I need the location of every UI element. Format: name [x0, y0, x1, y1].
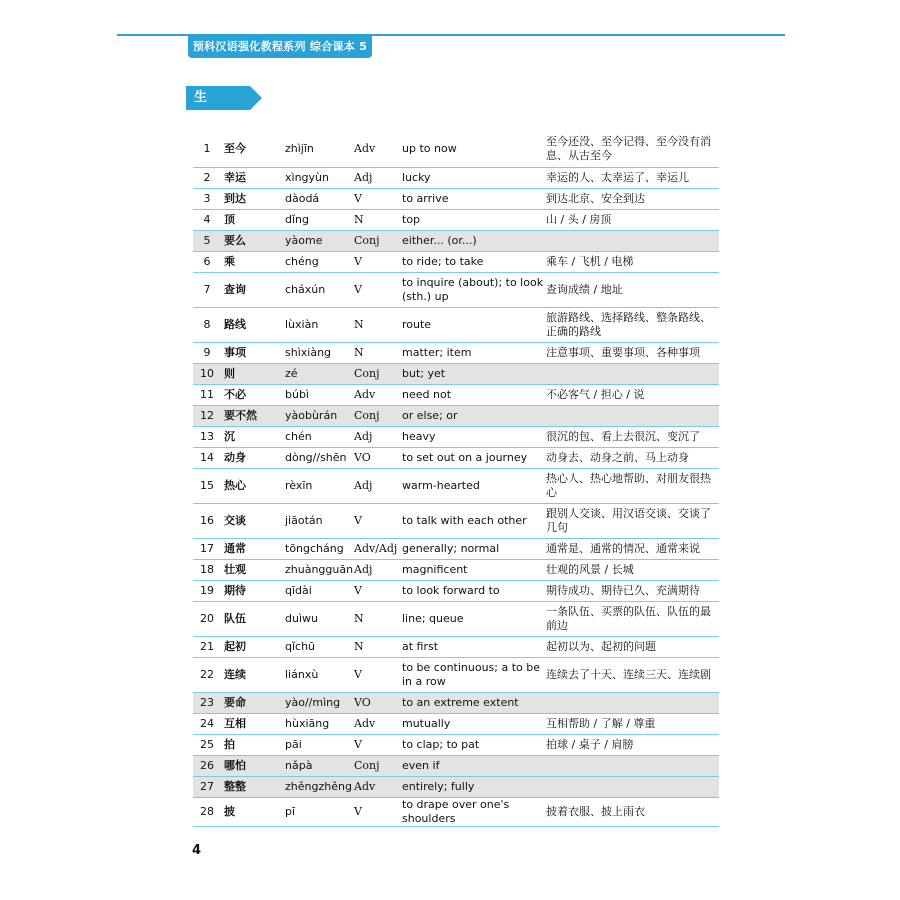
page-number: 4: [192, 843, 202, 858]
vocab-row: [193, 692, 719, 713]
vocab-row: [193, 230, 719, 251]
vocab-row: [193, 363, 719, 384]
vocab-number: 21: [193, 636, 221, 657]
vocab-examples: 注意事项、重要事项、各种事项: [546, 342, 719, 363]
vocab-english: up to now: [402, 132, 546, 167]
vocab-row: [193, 447, 719, 468]
vocab-word: 要命: [221, 692, 285, 713]
vocab-english: warm-hearted: [402, 468, 546, 503]
vocab-pinyin: zhěngzhěng: [285, 776, 354, 797]
vocab-pinyin: liánxù: [285, 657, 354, 692]
vocab-pinyin: hùxiāng: [285, 713, 354, 734]
vocab-word: 查询: [221, 272, 285, 307]
vocab-number: 11: [193, 384, 221, 405]
vocab-row: [193, 209, 719, 230]
vocab-examples: 至今还没、至今记得、至今没有消息、从古至今: [546, 132, 719, 167]
vocab-pinyin: duìwu: [285, 601, 354, 636]
vocab-number: 5: [193, 230, 221, 251]
vocab-english: but; yet: [402, 363, 546, 384]
vocab-number: 25: [193, 734, 221, 755]
vocab-pinyin: zé: [285, 363, 354, 384]
vocab-word: 期待: [221, 580, 285, 601]
vocab-row: [193, 755, 719, 776]
vocab-part-of-speech: Adj: [354, 468, 402, 503]
vocab-part-of-speech: VO: [354, 447, 402, 468]
vocab-english: to inquire (about); to look (sth.) up: [402, 272, 546, 307]
vocab-part-of-speech: V: [354, 272, 402, 307]
vocab-examples: 乘车 / 飞机 / 电梯: [546, 251, 719, 272]
vocab-part-of-speech: V: [354, 503, 402, 538]
vocab-number: 16: [193, 503, 221, 538]
vocab-word: 热心: [221, 468, 285, 503]
vocab-pinyin: yào//mìng: [285, 692, 354, 713]
vocab-pinyin: zhìjīn: [285, 132, 354, 167]
vocab-english: or else; or: [402, 405, 546, 426]
vocab-pinyin: dòng//shēn: [285, 447, 354, 468]
vocab-part-of-speech: VO: [354, 692, 402, 713]
vocabulary-table: [193, 132, 719, 827]
vocab-word: 要不然: [221, 405, 285, 426]
vocab-part-of-speech: Adv: [354, 713, 402, 734]
vocab-row: [193, 167, 719, 188]
vocab-pinyin: chén: [285, 426, 354, 447]
vocab-english: to be continuous; a to be in a row: [402, 657, 546, 692]
vocab-row: [193, 601, 719, 636]
vocab-pinyin: búbì: [285, 384, 354, 405]
vocab-word: 顶: [221, 209, 285, 230]
vocab-english: mutually: [402, 713, 546, 734]
vocab-word: 路线: [221, 307, 285, 342]
vocab-row: [193, 251, 719, 272]
vocab-english: line; queue: [402, 601, 546, 636]
vocab-pinyin: jiāotán: [285, 503, 354, 538]
vocab-number: 10: [193, 363, 221, 384]
vocab-part-of-speech: Adj: [354, 559, 402, 580]
vocab-row: [193, 538, 719, 559]
vocab-part-of-speech: V: [354, 734, 402, 755]
vocab-english: need not: [402, 384, 546, 405]
vocab-part-of-speech: N: [354, 307, 402, 342]
vocab-examples: [546, 776, 719, 797]
vocab-row: [193, 188, 719, 209]
vocab-word: 起初: [221, 636, 285, 657]
vocab-english: entirely; fully: [402, 776, 546, 797]
vocab-number: 23: [193, 692, 221, 713]
vocab-english: to an extreme extent: [402, 692, 546, 713]
vocab-word: 交谈: [221, 503, 285, 538]
vocab-part-of-speech: V: [354, 580, 402, 601]
vocab-number: 9: [193, 342, 221, 363]
vocab-examples: 互相帮助 / 了解 / 尊重: [546, 713, 719, 734]
vocab-word: 壮观: [221, 559, 285, 580]
vocab-number: 14: [193, 447, 221, 468]
vocab-row: [193, 776, 719, 797]
vocab-english: top: [402, 209, 546, 230]
vocab-english: matter; item: [402, 342, 546, 363]
vocab-row: [193, 713, 719, 734]
vocab-number: 24: [193, 713, 221, 734]
vocab-pinyin: lùxiàn: [285, 307, 354, 342]
vocab-pinyin: pī: [285, 797, 354, 826]
vocab-number: 15: [193, 468, 221, 503]
vocab-part-of-speech: Adv: [354, 384, 402, 405]
vocab-examples: 到达北京、安全到达: [546, 188, 719, 209]
vocab-english: heavy: [402, 426, 546, 447]
vocab-word: 乘: [221, 251, 285, 272]
vocab-number: 2: [193, 167, 221, 188]
vocab-examples: [546, 755, 719, 776]
vocab-pinyin: pāi: [285, 734, 354, 755]
vocab-number: 8: [193, 307, 221, 342]
vocab-number: 4: [193, 209, 221, 230]
vocab-english: route: [402, 307, 546, 342]
vocab-examples: 动身去、动身之前、马上动身: [546, 447, 719, 468]
vocab-part-of-speech: V: [354, 188, 402, 209]
vocab-part-of-speech: Conj: [354, 230, 402, 251]
vocab-pinyin: cháxún: [285, 272, 354, 307]
vocab-row: [193, 559, 719, 580]
vocab-examples: 山 / 头 / 房顶: [546, 209, 719, 230]
vocab-part-of-speech: Adv: [354, 132, 402, 167]
vocab-part-of-speech: Conj: [354, 405, 402, 426]
vocab-number: 22: [193, 657, 221, 692]
section-title: 生 词: [186, 86, 250, 110]
vocab-pinyin: nǎpà: [285, 755, 354, 776]
vocab-row: [193, 580, 719, 601]
vocab-word: 则: [221, 363, 285, 384]
vocab-english: at first: [402, 636, 546, 657]
vocab-row: [193, 468, 719, 503]
vocab-word: 幸运: [221, 167, 285, 188]
vocab-number: 7: [193, 272, 221, 307]
vocab-examples: 不必客气 / 担心 / 说: [546, 384, 719, 405]
vocab-english: lucky: [402, 167, 546, 188]
vocab-number: 18: [193, 559, 221, 580]
vocab-part-of-speech: Conj: [354, 755, 402, 776]
vocab-row: [193, 272, 719, 307]
vocab-pinyin: dǐng: [285, 209, 354, 230]
vocab-examples: [546, 230, 719, 251]
vocab-word: 互相: [221, 713, 285, 734]
vocab-part-of-speech: Adv: [354, 776, 402, 797]
vocab-word: 拍: [221, 734, 285, 755]
vocab-number: 27: [193, 776, 221, 797]
vocab-pinyin: rèxīn: [285, 468, 354, 503]
vocab-examples: 连续去了十天、连续三天、连续剧: [546, 657, 719, 692]
vocab-number: 20: [193, 601, 221, 636]
vocab-part-of-speech: N: [354, 209, 402, 230]
vocab-english: to set out on a journey: [402, 447, 546, 468]
vocab-examples: 通常是、通常的情况、通常来说: [546, 538, 719, 559]
vocab-number: 13: [193, 426, 221, 447]
vocab-part-of-speech: V: [354, 797, 402, 826]
vocab-number: 1: [193, 132, 221, 167]
vocab-row: [193, 342, 719, 363]
vocab-examples: 壮观的风景 / 长城: [546, 559, 719, 580]
vocab-number: 17: [193, 538, 221, 559]
vocab-number: 3: [193, 188, 221, 209]
vocab-number: 19: [193, 580, 221, 601]
vocab-pinyin: zhuàngguān: [285, 559, 354, 580]
vocab-part-of-speech: N: [354, 601, 402, 636]
vocab-part-of-speech: Adv/Adj: [354, 538, 402, 559]
vocab-word: 连续: [221, 657, 285, 692]
vocab-pinyin: dàodá: [285, 188, 354, 209]
vocab-word: 要么: [221, 230, 285, 251]
vocab-english: to talk with each other: [402, 503, 546, 538]
vocab-row: [193, 636, 719, 657]
vocab-english: to drape over one's shoulders: [402, 797, 546, 826]
vocab-examples: [546, 692, 719, 713]
vocab-english: to clap; to pat: [402, 734, 546, 755]
vocab-row: [193, 405, 719, 426]
vocab-english: generally; normal: [402, 538, 546, 559]
vocab-examples: 跟别人交谈、用汉语交谈、交谈了几句: [546, 503, 719, 538]
vocab-examples: 起初以为、起初的问题: [546, 636, 719, 657]
vocab-part-of-speech: N: [354, 342, 402, 363]
vocab-examples: 披着衣服、披上雨衣: [546, 797, 719, 826]
vocab-examples: 一条队伍、买票的队伍、队伍的最前边: [546, 601, 719, 636]
vocab-word: 事项: [221, 342, 285, 363]
vocab-english: either... (or...): [402, 230, 546, 251]
vocab-number: 12: [193, 405, 221, 426]
vocab-pinyin: yàome: [285, 230, 354, 251]
vocab-pinyin: chéng: [285, 251, 354, 272]
vocab-part-of-speech: Adj: [354, 426, 402, 447]
vocab-word: 不必: [221, 384, 285, 405]
vocab-row: [193, 657, 719, 692]
vocab-row: [193, 503, 719, 538]
vocab-number: 6: [193, 251, 221, 272]
vocab-row: [193, 132, 719, 167]
vocab-english: even if: [402, 755, 546, 776]
vocab-english: magnificent: [402, 559, 546, 580]
vocab-examples: 拍球 / 桌子 / 肩膀: [546, 734, 719, 755]
vocab-examples: 期待成功、期待已久、充满期待: [546, 580, 719, 601]
vocab-number: 26: [193, 755, 221, 776]
vocab-pinyin: yàobùrán: [285, 405, 354, 426]
vocab-english: to look forward to: [402, 580, 546, 601]
vocab-part-of-speech: Conj: [354, 363, 402, 384]
vocab-examples: [546, 405, 719, 426]
vocab-word: 至今: [221, 132, 285, 167]
vocab-word: 队伍: [221, 601, 285, 636]
vocab-pinyin: qīdài: [285, 580, 354, 601]
vocab-word: 整整: [221, 776, 285, 797]
vocab-row: [193, 797, 719, 826]
vocab-word: 沉: [221, 426, 285, 447]
vocab-row: [193, 426, 719, 447]
vocab-word: 动身: [221, 447, 285, 468]
vocab-row: [193, 307, 719, 342]
book-series-header: 预科汉语强化教程系列 综合课本 5: [188, 36, 372, 58]
vocab-part-of-speech: N: [354, 636, 402, 657]
vocab-word: 哪怕: [221, 755, 285, 776]
vocab-part-of-speech: V: [354, 657, 402, 692]
vocab-pinyin: qǐchū: [285, 636, 354, 657]
vocab-examples: 热心人、热心地帮助、对朋友很热心: [546, 468, 719, 503]
vocab-examples: 幸运的人、太幸运了、幸运儿: [546, 167, 719, 188]
vocab-pinyin: xìngyùn: [285, 167, 354, 188]
vocab-examples: 很沉的包、看上去很沉、变沉了: [546, 426, 719, 447]
vocab-word: 通常: [221, 538, 285, 559]
vocab-english: to arrive: [402, 188, 546, 209]
vocab-row: [193, 384, 719, 405]
vocab-examples: 旅游路线、选择路线、整条路线、正确的路线: [546, 307, 719, 342]
vocab-number: 28: [193, 797, 221, 826]
vocab-pinyin: shìxiàng: [285, 342, 354, 363]
vocab-examples: 查询成绩 / 地址: [546, 272, 719, 307]
vocab-part-of-speech: V: [354, 251, 402, 272]
vocab-english: to ride; to take: [402, 251, 546, 272]
vocab-examples: [546, 363, 719, 384]
vocab-row: [193, 734, 719, 755]
vocab-pinyin: tōngcháng: [285, 538, 354, 559]
vocab-word: 到达: [221, 188, 285, 209]
vocab-word: 披: [221, 797, 285, 826]
vocab-part-of-speech: Adj: [354, 167, 402, 188]
